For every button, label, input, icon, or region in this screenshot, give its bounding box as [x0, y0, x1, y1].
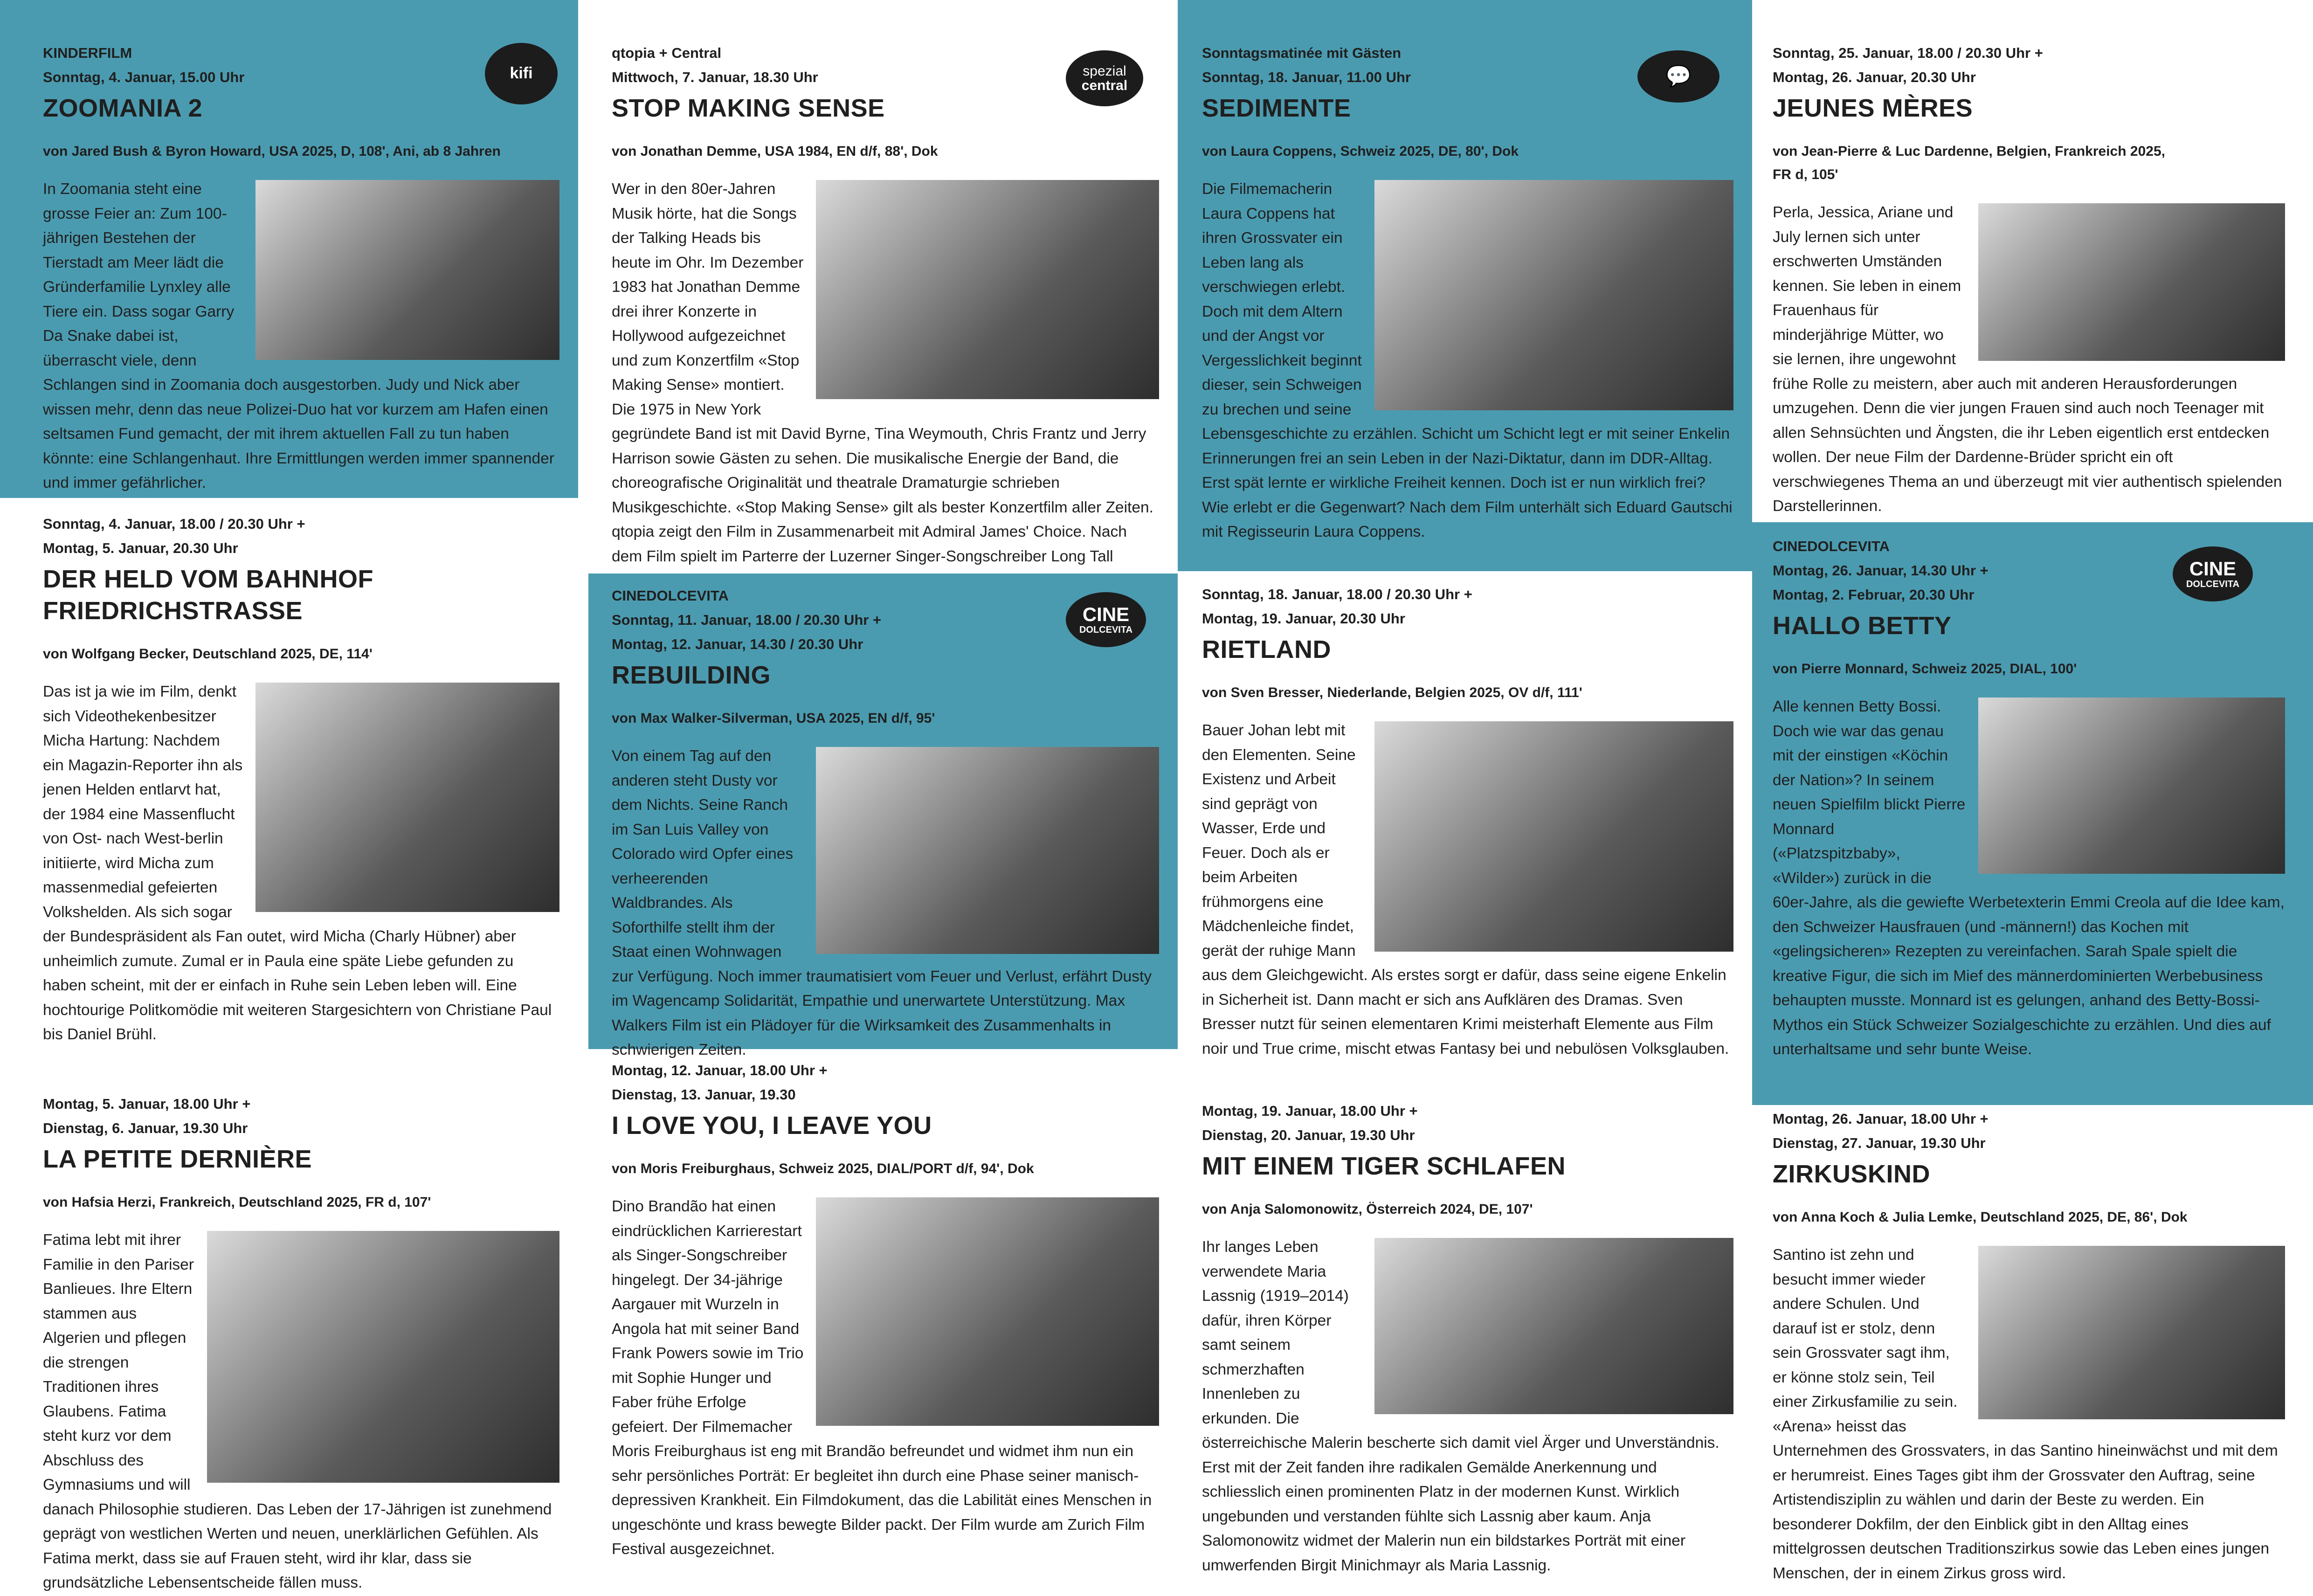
film-description: Das ist ja wie im Film, denkt sich Videothekenbesitzer Micha Hartung: Nachdem ein Magazin-Reporter ihn als jenen Helden entlarvt hat, der 1984 eine Massenflucht von Ost- nach West-berlin initiierte, wird Micha zum massenmedial gefeierten Volkshelden. Als sich sogar der Bundespräsident als Fan outet, wird Micha (Charly Hübner) aber unheimlich zumute. Zumal er in Paula eine späte Liebe gefunden zu haben scheint, mit der er einfach in Ruhe sein Leben leben will. Eine hochtourige Politkomödie mit weiteren Stargesichtern von Christiane Paul bis Daniel Brühl.	[43, 683, 552, 1043]
film-block-tiger	[1178, 1084, 1752, 1596]
film-title: ZIRKUSKIND	[1773, 1160, 1930, 1188]
kifi-logo: kifi	[485, 43, 558, 104]
film-series: CINEDOLCEVITA	[612, 587, 729, 604]
film-title: HALLO BETTY	[1773, 612, 1952, 640]
column-4	[1752, 0, 2313, 1596]
film-venue: qtopia + Central	[612, 45, 722, 61]
film-still-photo	[1978, 1246, 2285, 1419]
film-description: Santino ist zehn und besucht immer wieder andere Schulen. Und darauf ist er stolz, denn sein Grossvater sagt ihm, er könne stolz sein, Teil einer Zirkusfamilie zu sein. «Arena» heisst das Unternehmen des Grossvaters, in das Santino hineinwächst und mit dem er herumreist. Eines Tages gibt ihm der Grossvater den Auftrag, seine Artistendisziplin zu wählen und darin der Beste zu werden. Ein besonderer Dokfilm, der den Einblick gibt in den Alltag eines mittelgrossen deutschen Traditionszirkus sowie das Leben eines jungen Menschen, der in einem Zirkus gross wird.	[1773, 1246, 2278, 1582]
film-block-petite	[0, 1076, 578, 1596]
film-still-photo	[207, 1231, 559, 1483]
film-title: SEDIMENTE	[1202, 94, 1351, 122]
film-still-photo	[1374, 721, 1733, 952]
film-credit: von Jonathan Demme, USA 1984, EN d/f, 88', Dok	[612, 144, 938, 159]
film-date-2: Dienstag, 27. Januar, 19.30 Uhr	[1773, 1135, 1986, 1151]
film-credit: von Moris Freiburghaus, Schweiz 2025, DIAL/PORT d/f, 94', Dok	[612, 1161, 1034, 1176]
film-block-rebuilding	[588, 573, 1178, 1058]
film-block-rietland	[1178, 571, 1752, 1084]
film-block-zirkuskind	[1752, 1105, 2313, 1596]
film-date-2: Montag, 2. Februar, 20.30 Uhr	[1773, 587, 1975, 603]
film-still-photo	[1978, 203, 2285, 361]
film-date-2: Montag, 26. Januar, 20.30 Uhr	[1773, 69, 1976, 85]
film-title: ZOOMANIA 2	[43, 94, 202, 122]
film-date: Montag, 5. Januar, 18.00 Uhr +	[43, 1096, 251, 1112]
film-description: Die Filmemacherin Laura Coppens hat ihren Grossvater ein Leben lang als verschwiegen erlebt. Doch mit dem Altern und der Angst vor Vergesslichkeit beginnt dieser, sein Schweigen zu brechen und seine Lebensgeschichte zu erzählen. Schicht um Schicht legt er mit seiner Enkelin Erinnerungen frei an sein Leben in der Nazi-Diktatur, dann im DDR-Alltag. Erst spät lernte er wirkliche Freiheit kennen. Doch ist er nun wirklich frei? Wie erlebt er die Gegenwart? Nach dem Film unterhält sich Eduard Gautschi mit Regisseurin Laura Coppens.	[1202, 180, 1733, 540]
film-date: Sonntag, 18. Januar, 11.00 Uhr	[1202, 69, 1411, 85]
column-3	[1178, 0, 1752, 1596]
film-date: Montag, 26. Januar, 18.00 Uhr +	[1773, 1111, 1988, 1127]
film-still-photo	[1978, 698, 2285, 874]
column-2	[588, 0, 1178, 1596]
cinedolcevita-logo: CINE DOLCEVITA	[1066, 592, 1146, 647]
film-block-i-love-you	[588, 1049, 1178, 1596]
film-date: Sonntag, 25. Januar, 18.00 / 20.30 Uhr +	[1773, 45, 2043, 61]
film-date-2: Montag, 19. Januar, 20.30 Uhr	[1202, 610, 1405, 627]
film-credit: von Anna Koch & Julia Lemke, Deutschland 2025, DE, 86', Dok	[1773, 1209, 2188, 1225]
film-date: Sonntag, 4. Januar, 15.00 Uhr	[43, 69, 245, 85]
film-still-photo	[1374, 180, 1733, 410]
film-title: REBUILDING	[612, 661, 771, 689]
film-still-photo	[816, 1197, 1159, 1426]
film-date-2: Dienstag, 20. Januar, 19.30 Uhr	[1202, 1127, 1415, 1143]
film-title: DER HELD VOM BAHNHOF	[43, 565, 373, 593]
spezial-central-logo: spezial central	[1066, 50, 1143, 106]
film-still-photo	[816, 747, 1159, 954]
film-still-photo	[255, 683, 559, 912]
cinedolcevita-logo: CINE DOLCEVITA	[2173, 546, 2253, 601]
film-date-2: Montag, 12. Januar, 14.30 / 20.30 Uhr	[612, 636, 863, 652]
speech-bubble-icon: 💬	[1637, 50, 1719, 103]
film-title: MIT EINEM TIGER SCHLAFEN	[1202, 1152, 1566, 1180]
film-credit: von Hafsia Herzi, Frankreich, Deutschland 2025, FR d, 107'	[43, 1195, 431, 1210]
film-block-stop-making-sense	[588, 0, 1178, 573]
film-still-photo	[816, 180, 1159, 399]
film-title: RIETLAND	[1202, 636, 1331, 663]
film-date-2: Dienstag, 6. Januar, 19.30 Uhr	[43, 1120, 248, 1136]
film-credit: von Pierre Monnard, Schweiz 2025, DIAL, 100'	[1773, 661, 2077, 677]
film-date: Sonntag, 11. Januar, 18.00 / 20.30 Uhr +	[612, 612, 882, 628]
film-block-hallo-betty	[1752, 522, 2313, 1105]
film-description: Fatima lebt mit ihrer Familie in den Pariser Banlieues. Ihre Eltern stammen aus Algerien und pflegen die strengen Traditionen ihres Glaubens. Fatima steht kurz vor dem Abschluss des Gymnasiums und will danach Philosophie studieren. Das Leben der 17-Jährigen ist zunehmend geprägt von westlichen Werten und neuen, unerklärlichen Gefühlen. Als Fatima merkt, dass sie auf Frauen steht, wird ihr klar, dass sie grundsätzliche Lebensentscheide fällen muss.	[43, 1231, 552, 1591]
film-date: Montag, 19. Januar, 18.00 Uhr +	[1202, 1103, 1418, 1119]
film-date: Montag, 26. Januar, 14.30 Uhr +	[1773, 562, 1988, 579]
film-credit: von Max Walker-Silverman, USA 2025, EN d/f, 95'	[612, 711, 935, 726]
film-still-photo	[255, 180, 559, 360]
film-block-held	[0, 498, 578, 1076]
film-date: Mittwoch, 7. Januar, 18.30 Uhr	[612, 69, 818, 85]
film-description: In Zoomania steht eine grosse Feier an: Zum 100-jährigen Bestehen der Tierstadt am Meer lädt die Gründerfamilie Lynxley alle Tiere ein. Dass sogar Garry Da Snake dabei ist, überrascht viele, denn Schlangen sind in Zoomania doch ausgestorben. Judy und Nick aber wissen mehr, denn das neue Polizei-Duo hat vor kurzem am Hafen einen seltsamen Fund gemacht, der mit ihrem aktuellen Fall zu tun haben könnte: eine Schlangenhaut. Ihre Ermittlungen werden immer spannender und immer gefährlicher.	[43, 180, 554, 491]
film-category: Sonntagsmatinée mit Gästen	[1202, 45, 1402, 61]
film-description: Ihr langes Leben verwendete Maria Lassnig (1919–2014) dafür, ihren Körper samt seinem schmerzhaften Innenleben zu erkunden. Die österreichische Malerin bescherte sich damit viel Ärger und Unverständnis. Erst mit der Zeit fanden ihre radikalen Gemälde Anerkennung und schliesslich einen prominenten Platz in der modernen Kunst. Wirklich ungebunden und verstanden fühlte sich Lassnig aber kaum. Anja Salomonowitz widmet der Malerin nun ein bildstarkes Porträt mit einer umwerfenden Birgit Minichmayr als Maria Lassnig.	[1202, 1238, 1719, 1574]
film-title: LA PETITE DERNIÈRE	[43, 1145, 312, 1173]
film-title: STOP MAKING SENSE	[612, 94, 885, 122]
film-date: Montag, 12. Januar, 18.00 Uhr +	[612, 1062, 828, 1078]
film-series: CINEDOLCEVITA	[1773, 538, 1890, 554]
film-still-photo	[1374, 1238, 1733, 1414]
film-title-line-2: FRIEDRICHSTRASSE	[43, 597, 303, 625]
film-credit: von Wolfgang Becker, Deutschland 2025, DE, 114'	[43, 646, 373, 662]
column-1	[0, 0, 578, 1596]
film-block-zoomania	[0, 0, 578, 498]
film-credit: von Jean-Pierre & Luc Dardenne, Belgien, Frankreich 2025,	[1773, 144, 2165, 159]
film-date: Sonntag, 4. Januar, 18.00 / 20.30 Uhr +	[43, 516, 305, 532]
film-title: JEUNES MÈRES	[1773, 94, 1973, 122]
film-credit-line-2: FR d, 105'	[1773, 167, 1838, 182]
film-description: Alle kennen Betty Bossi. Doch wie war das genau mit der einstigen «Köchin der Nation»? In seinem neuen Spielfilm blickt Pierre Monnard («Platzspitzbaby», «Wilder») zurück in die 60er-Jahre, als die gewiefte Werbetexterin Emmi Creola auf die Idee kam, den Schweizer Hausfrauen (und -männern!) das Kochen mit «gelingsicheren» Rezepten zu vereinfachen. Sarah Spale spielt die kreative Figur, die sich im Mief des männerdominierten Werbebusiness behaupten musste. Monnard ist es gelungen, anhand des Betty-Bossi-Mythos ein Stück Schweizer Sozialgeschichte zu erzählen. Und dies auf unterhaltsame und sehr bunte Weise.	[1773, 698, 2285, 1058]
film-description: Bauer Johan lebt mit den Elementen. Seine Existenz und Arbeit sind geprägt von Wasser, Erde und Feuer. Doch als er beim Arbeiten frühmorgens eine Mädchenleiche findet, gerät der ruhige Mann aus dem Gleichgewicht. Als erstes sorgt er dafür, dass seine eigene Enkelin in Sicherheit ist. Dann macht er sich ans Aufklären des Dramas. Sven Bresser nutzt für seinen elementaren Krimi meisterhaft Elemente aus Film noir und True crime, mischt etwas Fantasy bei und nebulösen Volksglauben.	[1202, 722, 1729, 1057]
film-description: Von einem Tag auf den anderen steht Dusty vor dem Nichts. Seine Ranch im San Luis Valley von Colorado wird Opfer eines verheerenden Waldbrandes. Als Soforthilfe stellt ihm der Staat einen Wohnwagen zur Verfügung. Noch immer traumatisiert vom Feuer und Verlust, erfährt Dusty im Wagencamp Solidarität, Empathie und unerwartete Unterstützung. Max Walkers Film ist ein Plädoyer für die Wirksamkeit des Zusammenhalts in schwierigen Zeiten.	[612, 747, 1152, 1058]
film-date: Sonntag, 18. Januar, 18.00 / 20.30 Uhr +	[1202, 586, 1472, 602]
film-description: Perla, Jessica, Ariane und July lernen sich unter erschwerten Umständen kennen. Sie leben in einem Frauenhaus für minderjährige Mütter, wo sie lernen, ihre ungewohnt frühe Rolle zu meistern, aber auch mit anderen Herausforderungen umzugehen. Denn die vier jungen Frauen sind auch noch Teenager mit allen Sehnsüchten und Ängsten, die ihr Leben eigentlich erst entdecken wollen. Der neue Film der Dardenne-Brüder spricht ein oft verschwiegenes Thema an und überzeugt mit vier authentisch spielenden Darstellerinnen.	[1773, 204, 2282, 515]
film-credit: von Laura Coppens, Schweiz 2025, DE, 80', Dok	[1202, 144, 1519, 159]
film-block-jeunes-meres	[1752, 0, 2313, 522]
film-block-sedimente	[1178, 0, 1752, 571]
film-date-2: Montag, 5. Januar, 20.30 Uhr	[43, 540, 238, 556]
film-title: I LOVE YOU, I LEAVE YOU	[612, 1112, 932, 1140]
film-category: KINDERFILM	[43, 45, 132, 61]
film-credit: von Sven Bresser, Niederlande, Belgien 2025, OV d/f, 111'	[1202, 685, 1582, 700]
film-description: Wer in den 80er-Jahren Musik hörte, hat die Songs der Talking Heads bis heute im Ohr. Im Dezember 1983 hat Jonathan Demme drei ihrer Konzerte in Hollywood aufgezeichnet und zum Konzertfilm «Stop Making Sense» montiert. Die 1975 in New York gegründete Band ist mit David Byrne, Tina Weymouth, Chris Frantz und Jerry Harrison sowie Gästen zu sehen. Die musikalische Energie der Band, die choreografische Originalität und theatrale Dramaturgie schrieben Musikgeschichte. «Stop Making Sense» gilt als bester Konzertfilm aller Zeiten. qtopia zeigt den Film in Zusammenarbeit mit Admiral James' Choice. Nach dem Film spielt im Parterre der Luzerner Singer-Songschreiber Long Tall	[612, 180, 1153, 565]
film-credit: von Anja Salomonowitz, Österreich 2024, DE, 107'	[1202, 1202, 1533, 1217]
film-description: Dino Brandão hat einen eindrücklichen Karrierestart als Singer-Songschreiber hingelegt. Der 34-jährige Aargauer mit Wurzeln in Angola hat mit seiner Band Frank Powers sowie im Trio mit Sophie Hunger und Faber frühe Erfolge gefeiert. Der Filmemacher Moris Freiburghaus ist eng mit Brandão befreundet und widmet ihm nun ein sehr persönliches Porträt: Er begleitet ihn durch eine Phase seiner manisch-depressiven Krankheit. Ein Filmdokument, das die Labilität eines Menschen in ungeschönte und krass bewegte Bilder packt. Der Film wurde am Zurich Film Festival ausgezeichnet.	[612, 1198, 1152, 1558]
film-credit: von Jared Bush & Byron Howard, USA 2025, D, 108', Ani, ab 8 Jahren	[43, 144, 501, 159]
film-date-2: Dienstag, 13. Januar, 19.30	[612, 1086, 796, 1103]
